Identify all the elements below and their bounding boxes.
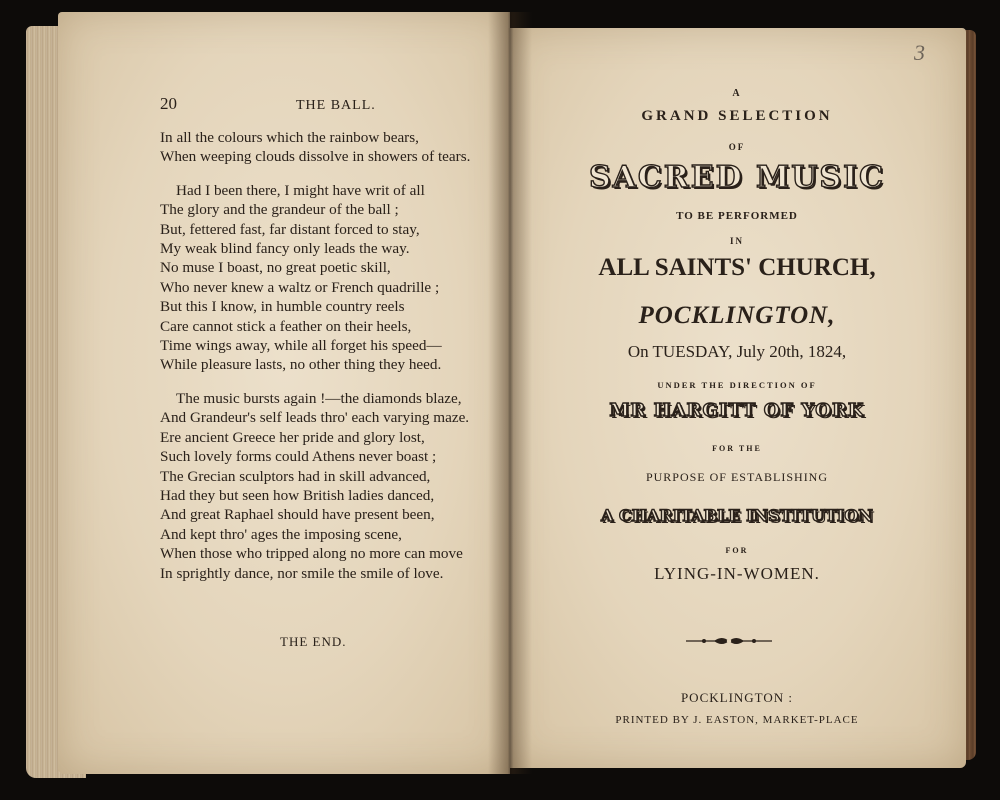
poem-line: And kept thro' ages the imposing scene, (160, 525, 402, 543)
title-for: FOR (725, 546, 749, 555)
poem-line: Time wings away, while all forget his speed— (160, 337, 442, 355)
poem-line: Had they but seen how British ladies danced, (160, 486, 435, 504)
poem-line: Ere ancient Greece her pride and glory lost, (160, 428, 425, 446)
to-be-performed: TO BE PERFORMED (676, 210, 798, 222)
poem-line: Had I been there, I might have writ of all (176, 181, 425, 199)
pencil-page-mark: 3 (914, 40, 925, 65)
title-article: A (732, 88, 742, 99)
poem-line: And Grandeur's self leads thro' each varying maze. (160, 409, 470, 427)
under-direction: UNDER THE DIRECTION OF (657, 380, 817, 390)
poem-line: In all the colours which the rainbow bears, (160, 129, 419, 146)
beneficiaries: LYING-IN-WOMEN. (654, 564, 820, 583)
stanza (160, 181, 490, 375)
poem-line: While pleasure lasts, no other thing they heed. (160, 356, 442, 374)
stanza (160, 128, 490, 167)
right-page (508, 28, 966, 768)
town-name: POCKLINGTON, (638, 302, 836, 329)
poem-line: But, fettered fast, far distant forced to stay, (160, 220, 420, 238)
title-of: OF (728, 142, 746, 152)
church-name: ALL SAINTS' CHURCH, (598, 254, 876, 281)
sacred-music-title: SACRED MUSIC (588, 160, 886, 195)
poem-line: And great Raphael should have present been, (160, 506, 435, 524)
for-the: FOR THE (712, 444, 762, 453)
book-gutter (488, 12, 532, 774)
performance-date: On TUESDAY, July 20th, 1824, (627, 342, 847, 361)
page-number: 20 (160, 94, 177, 113)
poem-line: No muse I boast, no great poetic skill, (160, 259, 391, 277)
poem-line: Care cannot stick a feather on their heels, (160, 317, 412, 335)
running-head: THE BALL. (296, 98, 376, 113)
poem-line: The music bursts again !—the diamonds blaze, (176, 389, 462, 407)
title-in: IN (729, 236, 744, 246)
the-end-label: THE END. (280, 634, 347, 649)
poem-line: But this I know, in humble country reels (160, 298, 405, 316)
poem-line: Who never knew a waltz or French quadrille ; (160, 278, 440, 296)
poem-line: The glory and the grandeur of the ball ; (160, 201, 399, 219)
poem-line: My weak blind fancy only leads the way. (160, 240, 410, 258)
purpose-line: PURPOSE OF ESTABLISHING (645, 470, 829, 484)
poem-text (160, 128, 490, 583)
director-name: MR HARGITT OF YORK (609, 400, 865, 421)
poem-line: The Grecian sculptors had in skill advanced, (160, 467, 431, 485)
stanza (160, 389, 490, 583)
poem-line: When weeping clouds dissolve in showers of tears. (160, 148, 471, 166)
poem-line: Such lovely forms could Athens never boast ; (160, 448, 437, 466)
poem-line: When those who tripped along no more can move (160, 545, 463, 563)
printer-imprint: PRINTED BY J. EASTON, MARKET-PLACE (615, 714, 859, 726)
poem-line: In sprightly dance, nor smile the smile of love. (160, 564, 444, 582)
ornament-divider-icon (684, 634, 774, 648)
charitable-institution: A CHARITABLE INSTITUTION (601, 506, 873, 525)
grand-selection: GRAND SELECTION (641, 108, 833, 124)
imprint-place: POCKLINGTON : (680, 690, 794, 705)
